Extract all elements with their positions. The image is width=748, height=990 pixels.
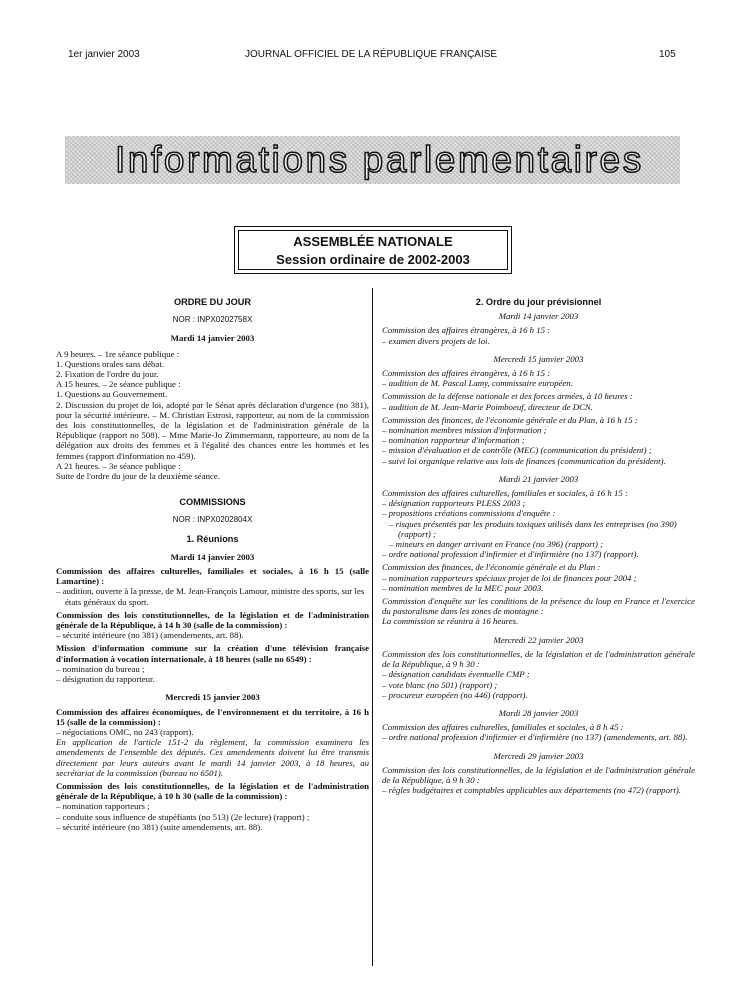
assembly-name: ASSEMBLÉE NATIONALE (293, 234, 453, 249)
date-heading: Mercredi 15 janvier 2003 (493, 353, 584, 364)
seance-1: A 9 heures. – 1re séance publique : (56, 348, 180, 359)
agenda-note: La commission se réunira à 16 heures. (382, 616, 519, 627)
agenda-item: – nomination rapporteurs spéciaux projet de loi de finances pour 2004 ; (382, 572, 637, 583)
agenda-item: – conduite sous influence de stupéfiants (no 513) (2e lecture) (rapport) ; (56, 811, 310, 822)
commission-entry: Commission des lois constitutionnelles, de la législation et de l'administration générale de la République, à 9 h 30 : (382, 648, 695, 670)
item: 1. Questions orales sans débat. (56, 358, 164, 369)
commission-entry: Commission des lois constitutionnelles, de la législation et de l'administration générale de la République, à 9 h 30 : (382, 764, 695, 785)
session-name: Session ordinaire de 2002-2003 (276, 252, 470, 267)
agenda-item: – procureur européen (no 446) (rapport). (382, 689, 528, 700)
date-heading: Mercredi 29 janvier 2003 (493, 750, 584, 761)
item: 1. Questions au Gouvernement. (56, 389, 168, 400)
ordre-heading: ORDRE DU JOUR (173, 297, 252, 307)
date-heading: Mardi 28 janvier 2003 (498, 707, 579, 718)
reunions-heading: 1. Réunions (186, 533, 239, 544)
date-heading: Mercredi 15 janvier 2003 (165, 692, 260, 703)
commission-entry: Commission des finances, de l'économie générale et du Plan, à 16 h 15 : (382, 414, 638, 425)
journal-title: JOURNAL OFFICIEL DE LA RÉPUBLIQUE FRANÇAISE (245, 49, 498, 60)
agenda-item: – ordre national profession d'infirmier et d'infirmière (no 137) (rapport). (382, 549, 639, 560)
agenda-item: – ordre national profession d'infirmier et d'infirmière (no 137) (amendements, art. 88). (382, 732, 688, 743)
commission-entry: Commission de la défense nationale et des forces armées, à 10 heures : (382, 391, 633, 402)
column-divider (372, 288, 373, 966)
commission-entry: Commission des affaires culturelles, familiales et sociales, à 8 h 45 : (382, 722, 624, 733)
ordre-date: Mardi 14 janvier 2003 (170, 333, 255, 344)
commission-entry: Commission des affaires étrangères, à 16 h 15 : (382, 325, 551, 336)
agenda-item: – mission d'évaluation et de contrôle (MEC) (communication du président) ; (382, 445, 652, 456)
commissions-nor: NOR : INPX0202804X (172, 515, 253, 525)
date-heading: Mardi 21 janvier 2003 (498, 473, 579, 484)
commission-entry: Commission des lois constitutionnelles, de la législation et de l'administration générale de la République, à 14 h 30 (salle de la commission) : (56, 609, 369, 631)
date-heading: Mercredi 22 janvier 2003 (493, 634, 584, 645)
ordre-nor: NOR : INPX0202758X (172, 315, 253, 325)
agenda-item: – audition de M. Pascal Lamy, commissaire européen. (382, 378, 573, 389)
agenda-item: – nomination du bureau ; (56, 663, 145, 674)
commission-entry: Commission des affaires économiques, de l'environnement et du territoire, à 16 h 15 (salle de la commission) : (56, 706, 369, 727)
agenda-subitem: – mineurs en danger arrivant en France (no 396) (rapport) ; (389, 539, 604, 550)
agenda-item: – vote blanc (no 501) (rapport) ; (382, 679, 498, 690)
agenda-item: – nomination membres de la MEC pour 2003. (382, 582, 544, 593)
item: Suite de l'ordre du jour de la deuxième séance. (56, 471, 221, 482)
commission-entry: Commission des affaires étrangères, à 16 h 15 : (382, 368, 551, 379)
agenda-item: – audition de M. Jean-Marie Poimboeuf, directeur de DCN. (382, 401, 594, 412)
right-column (382, 297, 695, 795)
commission-entry: Commission des lois constitutionnelles, de la législation et de l'administration générale de la République, à 10 h 30 (salle de la commission) : (56, 780, 369, 802)
commission-entry: Commission des finances, de l'économie générale et du Plan : (382, 562, 601, 573)
item: 2. Fixation de l'ordre du jour. (56, 369, 159, 380)
agenda-item: – sécurité intérieure (no 381) (suite amendements, art. 88). (56, 821, 263, 832)
banner-title: Informations parlementaires (115, 139, 644, 180)
seance-2: A 15 heures. – 2e séance publique : (56, 379, 181, 390)
agenda-note: En application de l'article 151-2 du règlement, la commission examinera les amendements de l'ensemble des députés. Ces amendements doivent lui être transmis directement par leurs auteurs avant le mardi 14 janvier 2003, à 18 heures, au secrétariat de la commission (bureau no 6501). (56, 737, 369, 778)
agenda-item: – propositions créations commissions d'enquête : (382, 508, 556, 519)
agenda-item: – désignation du rapporteur. (56, 674, 155, 685)
agenda-item: – audition, ouverte à la presse, de M. Jean-François Lamour, ministre des sports, sur les états généraux du sport. (56, 586, 365, 607)
item: 2. Discussion du projet de loi, adopté par le Sénat après déclaration d'urgence (no 381), pour la sécurité intérieure. – M. Christian Estrosi, rapporteur, au nom de la commission des lois constitutionnelles, de la législation et de l'administration générale de la République (rapport no 508). – Mme Marie-Jo Zimmermann, rapporteure, au nom de la délégation aux droits des femmes et à l'égalité des chances entre les hommes et les femmes (rapport d'information no 459). (56, 399, 369, 461)
agenda-item: – sécurité intérieure (no 381) (amendements, art. 88). (56, 630, 244, 641)
commission-entry: Mission d'information commune sur la création d'une télévision française d'information à vocation internationale, à 18 heures (salle no 6549) : (56, 643, 369, 664)
seance-3: A 21 heures. – 3e séance publique : (56, 460, 181, 471)
agenda-item: – nomination membres mission d'information ; (382, 425, 547, 436)
agenda-item: – suivi loi organique relative aux lois de finances (communication du président). (382, 455, 666, 466)
agenda-item: – négociations OMC, no 243 (rapport). (56, 726, 194, 737)
agenda-item: – examen divers projets de loi. (382, 335, 490, 346)
agenda-item: – règles budgétaires et comptables applicables aux départements (no 472) (rapport). (382, 785, 681, 796)
date-heading: Mardi 14 janvier 2003 (498, 311, 579, 322)
assembly-box (234, 226, 512, 274)
agenda-subitem: – risques présentés par les produits toxiques utilisés dans les entreprises (no 390) (rapport) ; (389, 518, 677, 539)
agenda-item: – désignation rapporteurs PLESS 2003 ; (382, 498, 526, 509)
agenda-item: – désignation candidats éventuelle CMP ; (382, 669, 530, 680)
agenda-item: – nomination rapporteur d'information ; (382, 435, 525, 446)
commission-entry: Commission des affaires culturelles, familiales et sociales, à 16 h 15 (salle Lamartine) : (56, 566, 369, 587)
page-number: 105 (659, 49, 676, 60)
date-heading: Mardi 14 janvier 2003 (170, 551, 255, 562)
commission-entry: Commission des affaires culturelles, familiales et sociales, à 16 h 15 : (382, 488, 628, 499)
header-date: 1er janvier 2003 (68, 49, 140, 60)
left-column (56, 297, 369, 832)
previsionnel-heading: 2. Ordre du jour prévisionnel (475, 297, 602, 307)
commissions-heading: COMMISSIONS (179, 497, 246, 508)
commission-entry: Commission d'enquête sur les conditions de la présence du loup en France et l'exercice du pastoralisme dans les zones de montagne : (382, 596, 695, 617)
agenda-item: – nomination rapporteurs ; (56, 801, 150, 812)
